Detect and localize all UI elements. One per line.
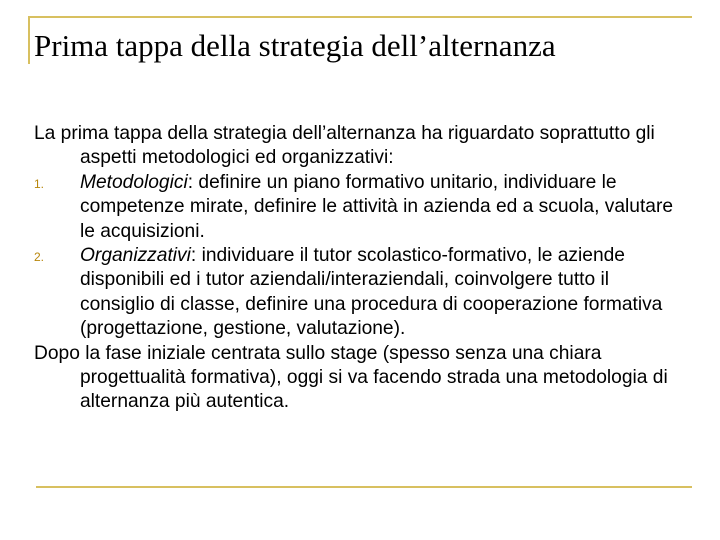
left-divider (28, 16, 30, 64)
list-number: 2. (34, 250, 45, 265)
intro-paragraph: La prima tappa della strategia dell’alternanza ha riguardato soprattutto gli aspetti metodologici ed organizzativi: (34, 123, 655, 169)
bottom-divider (36, 486, 692, 488)
list-text: : individuare il tutor scolastico-formativo, le aziende disponibili ed i tutor aziendali/interaziendali, coinvolgere tutto il consiglio di classe, definire una procedura di cooperazione formativa (progettazione, gestione, valutazione). (80, 245, 663, 340)
list-term: Metodologici (80, 171, 188, 193)
top-divider (28, 16, 692, 18)
list-text: : definire un piano formativo unitario, individuare le competenze mirate, definire le attività in azienda ed a scuola, valutare le acquisizioni. (80, 171, 674, 242)
conclusion-paragraph: Dopo la fase iniziale centrata sullo stage (spesso senza una chiara progettualità formativa), oggi si va facendo strada una metodologia di alternanza più autentica. (34, 342, 668, 413)
list-item (34, 171, 684, 244)
slide-title: Prima tappa della strategia dell’alternanza (34, 28, 556, 63)
slide-body (34, 122, 684, 415)
list-term: Organizzativi (80, 245, 191, 267)
strategy-list (34, 171, 684, 342)
list-number: 1. (34, 176, 45, 191)
list-item (34, 244, 684, 342)
